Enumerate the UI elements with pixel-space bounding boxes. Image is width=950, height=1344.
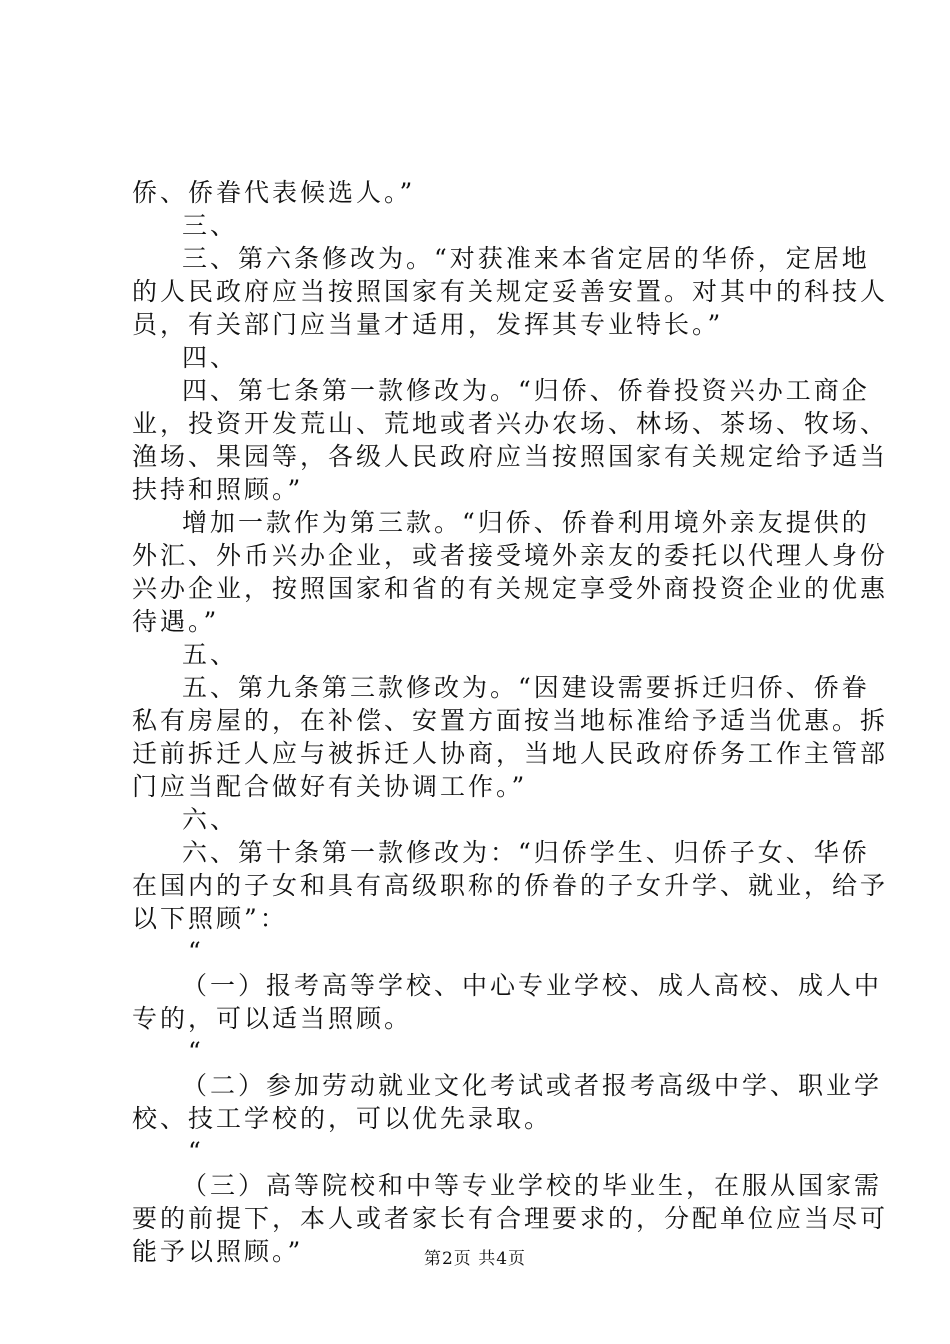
- list-item-line: （一）报考高等学校、中心专业学校、成人高校、成人中: [182, 971, 883, 1000]
- list-item-line: （三）高等院校和中等专业学校的毕业生，在服从国家需: [182, 1171, 883, 1200]
- list-item-line: （二）参加劳动就业文化考试或者报考高级中学、职业学: [182, 1071, 883, 1100]
- text-line: 以下照顾”：: [132, 904, 288, 933]
- quote-mark: “: [188, 937, 201, 966]
- text-line: 渔场、果园等，各级人民政府应当按照国家有关规定给予适当: [132, 442, 889, 471]
- page-footer: 第2页 共4页: [423, 1249, 527, 1269]
- list-item-line: 校、技工学校的，可以优先录取。: [132, 1104, 553, 1133]
- list-item-line: 能予以照顾。”: [132, 1237, 304, 1266]
- section-heading: 四、: [182, 343, 239, 372]
- text-line: 三、第六条修改为。“对获准来本省定居的华侨，定居地: [182, 244, 870, 273]
- quote-mark: “: [188, 1037, 201, 1066]
- text-line: 四、第七条第一款修改为。“归侨、侨眷投资兴办工商企: [182, 376, 870, 405]
- section-heading: 五、: [182, 640, 239, 669]
- text-line: 待遇。”: [132, 607, 220, 636]
- quote-mark: “: [188, 1137, 201, 1166]
- text-line: 业，投资开发荒山、荒地或者兴办农场、林场、茶场、牧场、: [132, 409, 889, 438]
- text-line: 的人民政府应当按照国家有关规定妥善安置。对其中的科技人: [132, 277, 889, 306]
- section-heading: 三、: [182, 211, 239, 240]
- text-line: 私有房屋的，在补偿、安置方面按当地标准给予适当优惠。拆: [132, 706, 889, 735]
- text-line: 五、第九条第三款修改为。“因建设需要拆迁归侨、侨眷: [182, 673, 870, 702]
- text-line: 门应当配合做好有关协调工作。”: [132, 772, 528, 801]
- text-line: 外汇、外币兴办企业，或者接受境外亲友的委托以代理人身份: [132, 541, 889, 570]
- text-line: 六、第十条第一款修改为：“归侨学生、归侨子女、华侨: [182, 838, 870, 867]
- text-line: 员，有关部门应当量才适用，发挥其专业特长。”: [132, 310, 724, 339]
- text-line: 扶持和照顾。”: [132, 475, 304, 504]
- text-line: 在国内的子女和具有高级职称的侨眷的子女升学、就业，给予: [132, 871, 889, 900]
- section-heading: 六、: [182, 805, 239, 834]
- document-body: [132, 176, 889, 1268]
- text-line: 迁前拆迁人应与被拆迁人协商，当地人民政府侨务工作主管部: [132, 739, 889, 768]
- text-line: 增加一款作为第三款。“归侨、侨眷利用境外亲友提供的: [182, 508, 870, 537]
- list-item-line: 专的，可以适当照顾。: [132, 1004, 413, 1033]
- list-item-line: 要的前提下，本人或者家长有合理要求的，分配单位应当尽可: [132, 1204, 889, 1233]
- text-line: 侨、侨眷代表候选人。”: [132, 178, 416, 207]
- text-line: 兴办企业，按照国家和省的有关规定享受外商投资企业的优惠: [132, 574, 889, 603]
